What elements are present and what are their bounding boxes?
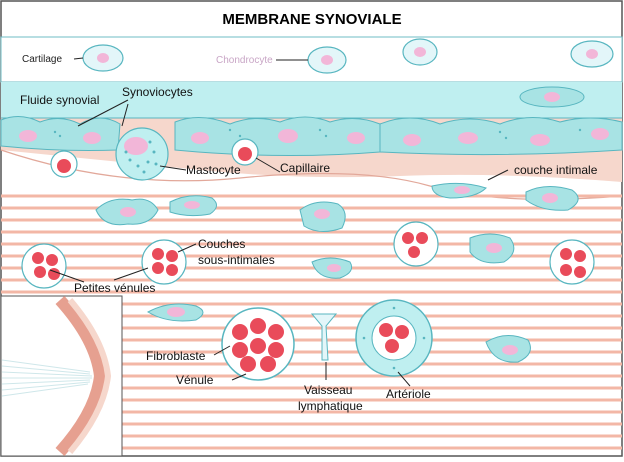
intimal-capillary-left [51,151,77,177]
label-cartilage: Cartilage [22,54,63,65]
capillary [232,139,258,165]
label-petites-venules: Petites vénules [74,281,156,295]
label-couches: Couches [198,237,246,251]
mastocyte-cell [116,128,168,180]
arteriole [356,300,432,376]
label-fibroblaste: Fibroblaste [146,349,206,363]
label-vaisseau: Vaisseau [304,383,353,397]
label-lymphatique: lymphatique [298,399,363,413]
label-capillaire: Capillaire [280,161,331,175]
joint-inset [1,296,122,456]
small-venule-right-1 [394,222,438,266]
label-sous-intimales: sous-intimales [198,253,275,267]
small-venule-center [142,240,186,284]
label-arteriole: Artériole [386,387,431,401]
small-venule-right-2 [550,240,594,284]
label-venule: Vénule [176,373,214,387]
label-chondrocyte: Chondrocyte [216,55,273,66]
small-venule-left [22,244,66,288]
label-mastocyte: Mastocyte [186,163,241,177]
label-couche-intimale: couche intimale [514,163,598,177]
label-fluide-synovial: Fluide synovial [20,93,100,107]
synoviocyte-row [1,116,622,155]
label-synoviocytes: Synoviocytes [122,85,193,99]
venule [222,308,294,380]
diagram-title: MEMBRANE SYNOVIALE [222,11,402,28]
